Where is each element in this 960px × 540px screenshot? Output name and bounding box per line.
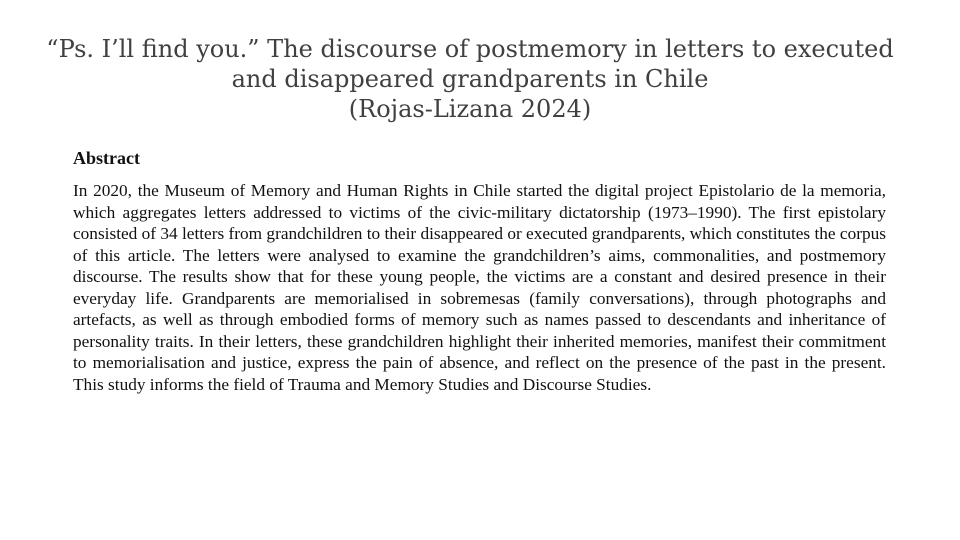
slide-title	[40, 34, 900, 124]
title-line-3: (Rojas-Lizana 2024)	[348, 95, 592, 123]
abstract-text: In 2020, the Museum of Memory and Human Rights in Chile started the digital project Epistolario de la memoria, which aggregates letters addressed to victims of the civic-military dictatorship (1973–1990). The first epistolary consisted of 34 letters from grandchildren to their disappeared or executed grandparents, which constitutes the corpus of this article. The letters were analysed to examine the grandchildren’s aims, commonalities, and postmemory discourse. The results show that for these young people, the victims are a constant and desired presence in their everyday life. Grandparents are memorialised in sobremesas (family conversations), through photographs and artefacts, as well as through embodied forms of memory such as names passed to descendants and inheritance of personality traits. In their letters, these grandchildren highlight their inherited memories, manifest their commitment to memorialisation and justice, express the pain of absence, and reflect on the presence of the past in the present. This study informs the field of Trauma and Memory Studies and Discourse Studies.	[73, 181, 886, 394]
title-line-1: “Ps. I’ll find you.” The discourse of postmemory in letters to executed	[46, 35, 894, 63]
title-line-2: and disappeared grandparents in Chile	[231, 65, 709, 93]
abstract-section	[73, 146, 886, 395]
abstract-heading: Abstract	[73, 148, 140, 168]
